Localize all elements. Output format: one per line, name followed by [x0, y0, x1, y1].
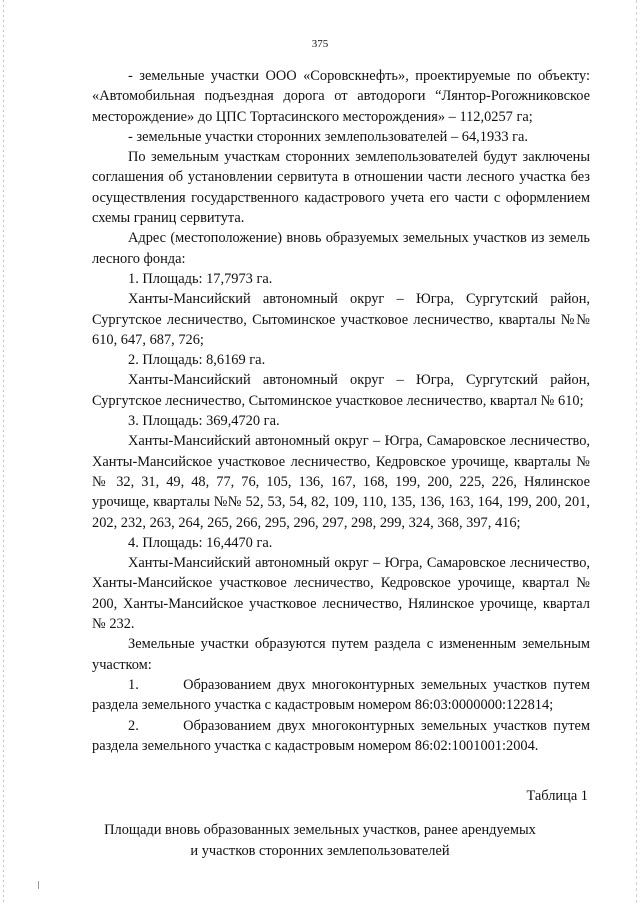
table-title-line-2: и участков сторонних землепользователей: [190, 843, 450, 859]
paragraph-servitude: По земельным участкам сторонних землепользователей будут заключены соглашения об установлении сервитута в отношении части лесного участка без осуществления государственного кадастрового учета его части с оформлением схемы границ сервитута.: [92, 149, 590, 227]
table-caption: Таблица 1: [526, 788, 588, 804]
list-item-1-number: 1.: [128, 676, 139, 693]
paragraph-sorovskneft-plots: - земельные участки ООО «Соровскнефть», проектируемые по объекту: «Автомобильная подъездная дорога от автодороги “Лянтор-Рогожниковское месторождение» до ЦПС Тортасинского месторождения» – 112,0257 га;: [92, 68, 590, 125]
page-number: 375: [311, 38, 329, 50]
list-item-2: [92, 716, 590, 757]
scan-edge-left: [3, 0, 4, 905]
address-3: Ханты-Мансийский автономный округ – Югра, Самаровское лесничество, Ханты-Мансийское участковое лесничество, Кедровское урочище, кварталы №№ 32, 31, 49, 48, 77, 76, 105, 136, 167, 168, 199, 200, 225, 226, Нялинское урочище, кварталы №№ 52, 53, 54, 82, 109, 110, 135, 136, 163, 164, 199, 200, 201, 202, 232, 263, 264, 265, 266, 295, 296, 297, 298, 299, 324, 368, 397, 416;: [92, 433, 590, 531]
address-4: Ханты-Мансийский автономный округ – Югра, Самаровское лесничество, Ханты-Мансийское участковое лесничество, Кедровское урочище, квартал № 200, Ханты-Мансийское участковое лесничество, Нялинское урочище, квартал № 232.: [92, 555, 590, 633]
paragraph-division-intro: Земельные участки образуются путем раздела с измененным земельным участком:: [92, 636, 590, 673]
list-item-1: [92, 675, 590, 716]
paragraph-third-party-plots: - земельные участки сторонних землепользователей – 64,1933 га.: [128, 128, 529, 145]
table-title-line-1: Площади вновь образованных земельных участков, ранее арендуемых: [104, 822, 536, 838]
area-1: 1. Площадь: 17,7973 га.: [128, 270, 273, 287]
list-item-2-text: Образованием двух многоконтурных земельных участков путем раздела земельного участка с кадастровым номером 86:02:1001001:2004.: [92, 717, 590, 754]
area-2: 2. Площадь: 8,6169 га.: [128, 352, 266, 369]
address-2: Ханты-Мансийский автономный округ – Югра, Сургутский район, Сургутское лесничество, Сытоминское участковое лесничество, квартал № 610;: [92, 372, 590, 409]
list-item-1-text: Образованием двух многоконтурных земельных участков путем раздела земельного участка с кадастровым номером 86:03:0000000:122814;: [92, 676, 590, 714]
area-3: 3. Площадь: 369,4720 га.: [128, 413, 280, 430]
list-item-2-number: 2.: [128, 717, 139, 734]
address-1: Ханты-Мансийский автономный округ – Югра, Сургутский район, Сургутское лесничество, Сытоминское участковое лесничество, кварталы №№ 610, 647, 687, 726;: [92, 291, 590, 348]
scan-mark: [38, 881, 39, 889]
table-title: [0, 820, 640, 862]
area-4: 4. Площадь: 16,4470 га.: [128, 534, 273, 551]
paragraph-address-intro: Адрес (местоположение) вновь образуемых земельных участков из земель лесного фонда:: [92, 230, 590, 267]
document-body: [92, 66, 590, 756]
scan-edge-right: [636, 0, 637, 905]
